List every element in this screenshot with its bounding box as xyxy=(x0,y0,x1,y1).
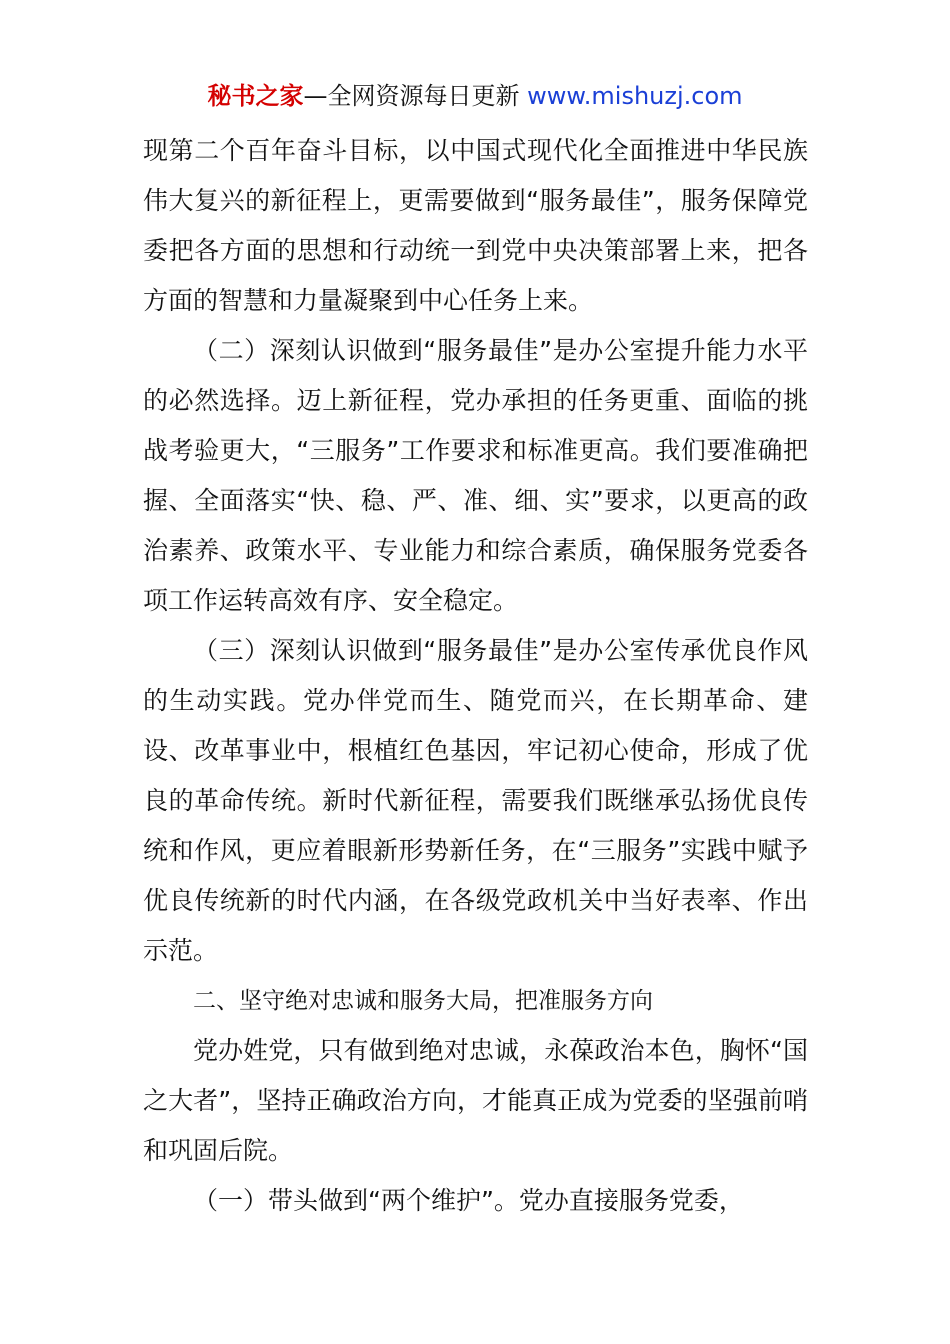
header-tagline: —全网资源每日更新 xyxy=(303,82,528,110)
brand-name: 秘书之家 xyxy=(207,82,304,110)
section-heading: 二、坚守绝对忠诚和服务大局，把准服务方向 xyxy=(193,988,653,1014)
paragraph-section-2: （二）深刻认识做到“服务最佳”是办公室提升能力水平的必然选择。迈上新征程，党办承担的任务更重、面临的挑战考验更大，“三服务”工作要求和标准更高。我们要准确把握、全面落实“快、稳、严、准、细、实”要求，以更高的政治素养、政策水平、专业能力和综合素质，确保服务党委各项工作运转高效有序、安全稳定。 xyxy=(143,336,808,615)
paragraph-section-3: （三）深刻认识做到“服务最佳”是办公室传承优良作风的生动实践。党办伴党而生、随党而兴，在长期革命、建设、改革事业中，根植红色基因，牢记初心使命，形成了优良的革命传统。新时代新征程，需要我们既继承弘扬优良传统和作风，更应着眼新形势新任务，在“三服务”实践中赋予优良传统新的时代内涵，在各级党政机关中当好表率、作出示范。 xyxy=(143,636,808,965)
paragraph-continuation: 现第二个百年奋斗目标，以中国式现代化全面推进中华民族伟大复兴的新征程上，更需要做到“服务最佳”，服务保障党委把各方面的思想和行动统一到党中央决策部署上来，把各方面的智慧和力量凝聚到中心任务上来。 xyxy=(143,136,808,315)
paragraph-subsection-1: （一）带头做到“两个维护”。党办直接服务党委， xyxy=(193,1186,744,1215)
paragraph-intro: 党办姓党，只有做到绝对忠诚，永葆政治本色，胸怀“国之大者”，坚持正确政治方向，才能真正成为党委的坚强前哨和巩固后院。 xyxy=(143,1036,808,1165)
document-body xyxy=(143,126,808,1226)
site-url-link[interactable]: www.mishuzj.com xyxy=(527,82,743,110)
site-header xyxy=(0,80,950,112)
